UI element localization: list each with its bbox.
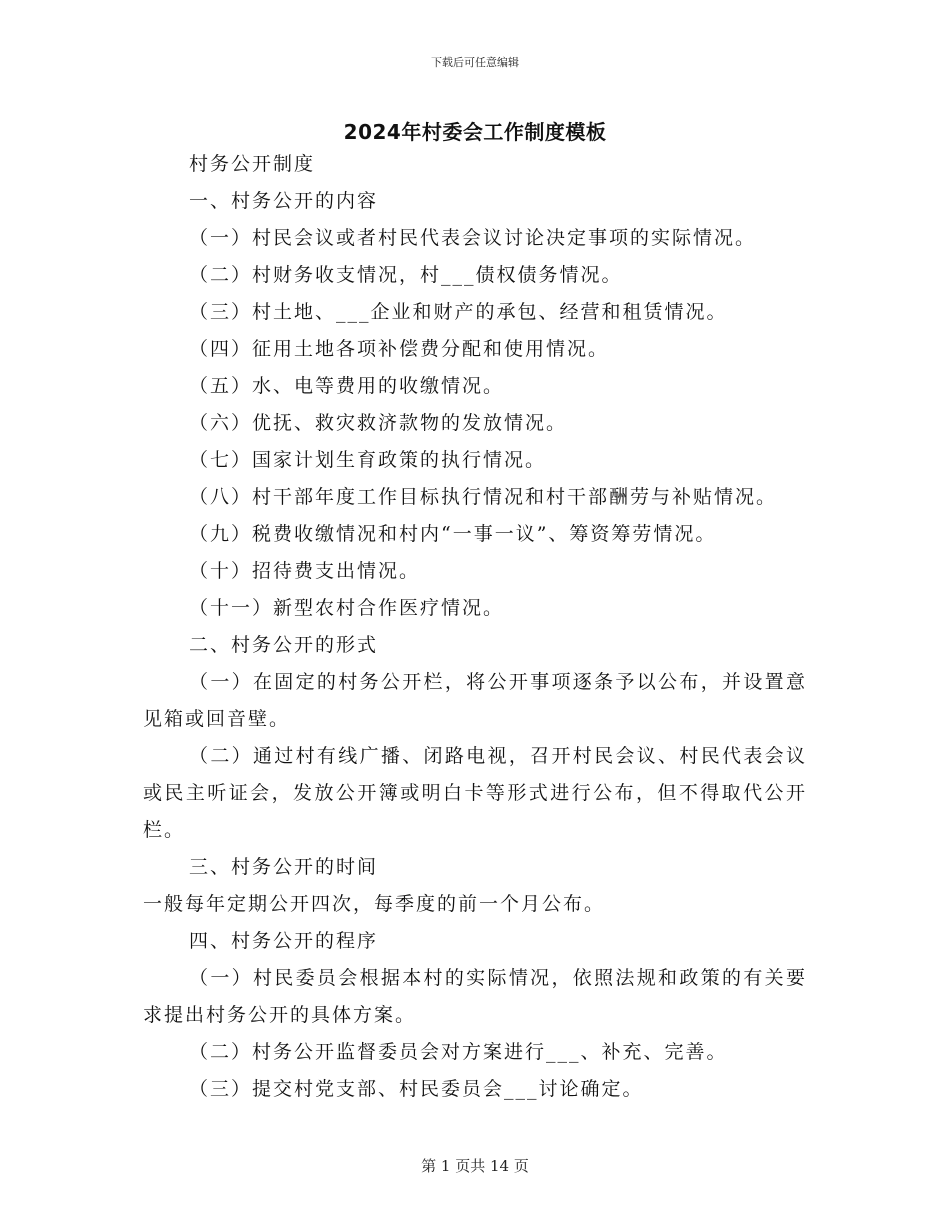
paragraph: 三、村务公开的时间 — [189, 856, 379, 878]
paragraph: （一）在固定的村务公开栏，将公开事项逐条予以公布，并设置意见箱或回音壁。 — [143, 671, 807, 730]
header-note: 下载后可任意编辑 — [431, 56, 519, 69]
paragraph: （九）税费收缴情况和村内“一事一议”、筹资筹劳情况。 — [189, 523, 717, 545]
paragraph: 一、村务公开的内容 — [189, 190, 379, 212]
paragraph: 四、村务公开的程序 — [189, 930, 379, 952]
paragraph: （一）村民委员会根据本村的实际情况，依照法规和政策的有关要求提出村务公开的具体方案。 — [143, 967, 807, 1026]
paragraph: （三）提交村党支部、村民委员会___讨论确定。 — [189, 1078, 644, 1100]
document-body — [143, 146, 807, 1108]
page-footer: 第 1 页共 14 页 — [421, 1157, 529, 1175]
paragraph: 二、村务公开的形式 — [189, 634, 379, 656]
paragraph: 村务公开制度 — [189, 153, 316, 175]
paragraph: （五）水、电等费用的收缴情况。 — [189, 375, 505, 397]
paragraph: （十）招待费支出情况。 — [189, 560, 421, 582]
document-title: 2024年村委会工作制度模板 — [343, 120, 607, 144]
paragraph: （一）村民会议或者村民代表会议讨论决定事项的实际情况。 — [189, 227, 757, 249]
paragraph: （六）优抚、救灾救济款物的发放情况。 — [189, 412, 568, 434]
paragraph: （二）村务公开监督委员会对方案进行___、补充、完善。 — [189, 1041, 728, 1063]
paragraph: （八）村干部年度工作目标执行情况和村干部酬劳与补贴情况。 — [189, 486, 778, 508]
paragraph: 一般每年定期公开四次，每季度的前一个月公布。 — [143, 893, 606, 915]
paragraph: （七）国家计划生育政策的执行情况。 — [189, 449, 547, 471]
paragraph: （二）村财务收支情况，村___债权债务情况。 — [189, 264, 623, 286]
paragraph: （二）通过村有线广播、闭路电视，召开村民会议、村民代表会议或民主听证会，发放公开簿或明白卡等形式进行公布，但不得取代公开栏。 — [143, 745, 807, 841]
paragraph: （四）征用土地各项补偿费分配和使用情况。 — [189, 338, 610, 360]
paragraph: （十一）新型农村合作医疗情况。 — [189, 597, 505, 619]
paragraph: （三）村土地、___企业和财产的承包、经营和租赁情况。 — [189, 301, 728, 323]
